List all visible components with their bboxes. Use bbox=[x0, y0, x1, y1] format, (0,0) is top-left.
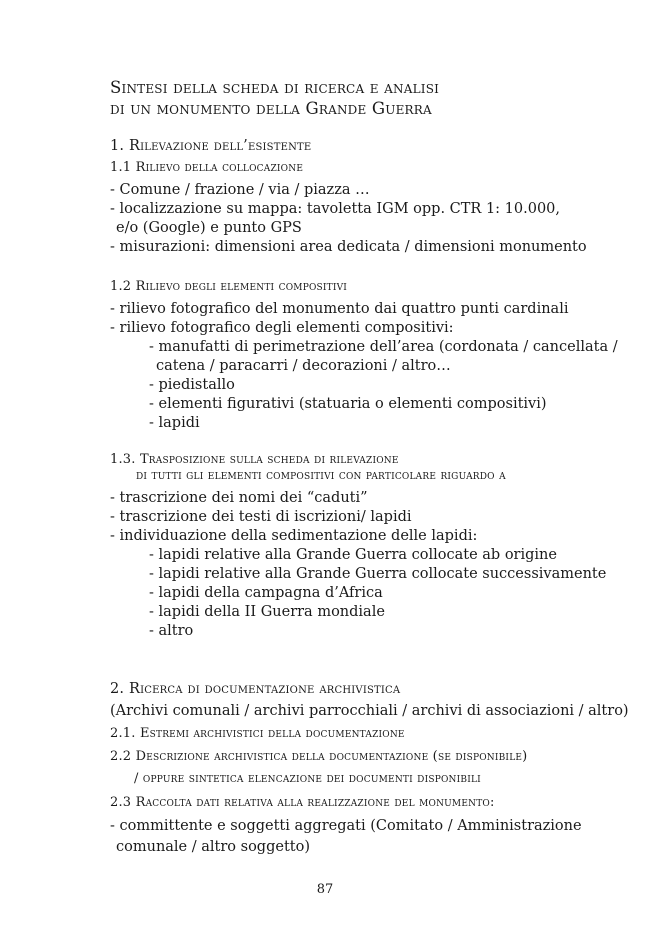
sub-list-item: - altro bbox=[149, 623, 194, 639]
list-item: - rilievo fotografico del monumento dai quattro punti cardinali bbox=[110, 301, 569, 317]
list-item: - trascrizione dei testi di iscrizioni/ lapidi bbox=[110, 509, 412, 525]
sub-list-item: - lapidi della II Guerra mondiale bbox=[149, 604, 385, 620]
section-1-1-heading: 1.1 Rilievo della collocazione bbox=[110, 160, 304, 175]
sub-list-item: - elementi figurativi (statuaria o elementi compositivi) bbox=[149, 396, 547, 412]
list-item: - localizzazione su mappa: tavoletta IGM opp. CTR 1: 10.000, bbox=[110, 201, 561, 217]
title-line-2: di un monumento della Grande Guerra bbox=[110, 99, 432, 118]
sub-list-item: - piedistallo bbox=[149, 377, 235, 393]
list-item: - individuazione della sedimentazione delle lapidi: bbox=[110, 528, 478, 544]
sub-list-item-continuation: catena / paracarri / decorazioni / altro… bbox=[156, 358, 451, 374]
section-2-2-heading-line-2: / oppure sintetica elencazione dei documenti disponibili bbox=[134, 771, 481, 786]
list-item-continuation: comunale / altro soggetto) bbox=[116, 839, 310, 855]
sub-list-item: - manufatti di perimetrazione dell’area (cordonata / cancellata / bbox=[149, 339, 618, 355]
section-1-3-heading: 1.3. Trasposizione sulla scheda di rilevazione bbox=[110, 452, 399, 467]
section-1-3-heading-line-2: di tutti gli elementi compositivi con particolare riguardo a bbox=[136, 468, 506, 483]
section-1-heading: 1. Rilevazione dell’esistente bbox=[110, 138, 312, 154]
section-2-heading: 2. Ricerca di documentazione archivistica bbox=[110, 681, 401, 697]
list-item: - Comune / frazione / via / piazza … bbox=[110, 182, 370, 198]
list-item: - trascrizione dei nomi dei “caduti” bbox=[110, 490, 368, 506]
section-2-2-heading: 2.2 Descrizione archivistica della documentazione (se disponibile) bbox=[110, 749, 528, 764]
sub-list-item: - lapidi bbox=[149, 415, 200, 431]
list-item: - rilievo fotografico degli elementi compositivi: bbox=[110, 320, 454, 336]
section-2-3-heading: 2.3 Raccolta dati relativa alla realizzazione del monumento: bbox=[110, 795, 495, 810]
section-1-2-heading: 1.2 Rilievo degli elementi compositivi bbox=[110, 279, 348, 294]
sub-list-item: - lapidi della campagna d’Africa bbox=[149, 585, 383, 601]
list-item-continuation: e/o (Google) e punto GPS bbox=[116, 220, 302, 236]
sub-list-item: - lapidi relative alla Grande Guerra collocate ab origine bbox=[149, 547, 557, 563]
sub-list-item: - lapidi relative alla Grande Guerra collocate successivamente bbox=[149, 566, 607, 582]
section-2-1-heading: 2.1. Estremi archivistici della documentazione bbox=[110, 726, 405, 741]
page-number: 87 bbox=[316, 882, 334, 897]
title-line-1: Sintesi della scheda di ricerca e analisi bbox=[110, 78, 440, 97]
section-2-intro: (Archivi comunali / archivi parrocchiali / archivi di associazioni / altro) bbox=[110, 703, 629, 719]
list-item: - committente e soggetti aggregati (Comitato / Amministrazione bbox=[110, 818, 582, 834]
list-item: - misurazioni: dimensioni area dedicata / dimensioni monumento bbox=[110, 239, 587, 255]
